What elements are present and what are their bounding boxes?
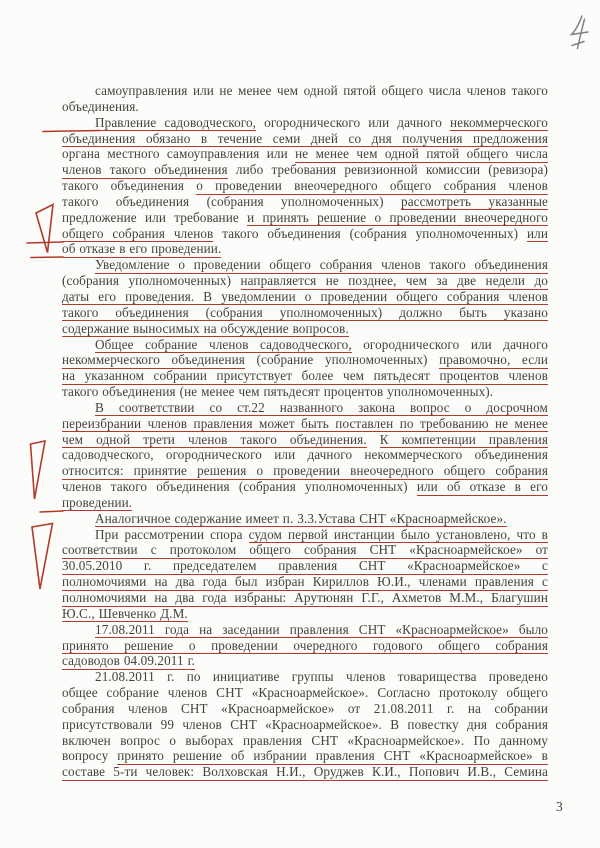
red-underlined-text: Ю.С., Шевченко Д.М. [62, 605, 188, 621]
text-line [62, 495, 548, 511]
text-segment: самоуправления или не менее чем одной пятой общего числа членов такого [95, 83, 548, 98]
text-line [62, 352, 548, 368]
text-line [62, 463, 548, 479]
red-underlined-text: Аналогичное содержание имеет п. 3.3.Устава СНТ «Красноармейское». [95, 510, 507, 526]
text-line [62, 479, 548, 495]
red-underlined-text: объединения обязано в течение семи дней со дня получения предложения [62, 130, 548, 146]
text-segment: огороднического или дачного [256, 114, 451, 130]
text-line [62, 99, 548, 115]
red-underlined-text: К компетенции правления [379, 431, 549, 447]
red-underlined-text: Уведомление о проведении общего собрания членов такого объединения [95, 257, 548, 273]
text-line [62, 115, 548, 131]
text-line [62, 701, 548, 717]
text-line [62, 178, 548, 194]
red-underlined-text: или об отказе в его [416, 479, 548, 495]
red-underlined-text: переизбрании членов правления может быть поставлен по требованию не менее [62, 415, 548, 431]
red-underlined-text: относится: принятие решения о проведении внеочередного общего собрания [62, 463, 548, 479]
text-line [62, 289, 548, 305]
page-number: 3 [556, 799, 563, 814]
red-underlined-text: рассмотреть указанные [401, 193, 548, 209]
red-underlined-text: не менее чем одной пятой общего числа [295, 146, 548, 162]
text-line [62, 622, 548, 638]
text-line [62, 305, 548, 321]
text-line [62, 542, 548, 558]
text-segment: предложение или требование [62, 209, 248, 225]
text-line [62, 685, 548, 701]
text-segment: собрания членов СНТ «Красноармейское» от 21.08.2011 г. на собрании [62, 700, 548, 716]
text-line [62, 194, 548, 210]
text-line [62, 527, 548, 543]
text-segment: органа местного самоуправления или [62, 146, 296, 162]
text-segment: такого объединения (собрания уполномоченных) [62, 193, 401, 209]
text-line [62, 638, 548, 654]
text-segment: либо требования ревизионной комиссии (ревизора) [227, 162, 548, 178]
text-segment: (собрания уполномоченных) [62, 273, 241, 289]
text-segment: включен вопрос о выборах правления СНТ «Красноармейское». По данному [62, 732, 548, 748]
text-segment: такого объединения [62, 178, 197, 194]
red-underlined-text: общего собрания членов [62, 225, 214, 241]
text-line [62, 368, 548, 384]
red-underlined-text: соответствии с протоколом общего собрания СНТ «Красноармейское» от [62, 542, 548, 558]
red-underlined-text: садоводов 04.09.2011 г. [62, 653, 196, 669]
text-segment: членов такого объединения (собрания уполномоченных) [62, 479, 417, 495]
text-line [62, 131, 548, 147]
text-line [62, 764, 548, 780]
text-line [62, 400, 548, 416]
red-underlined-text: даты его проведения. В уведомлении о проведении общего собрания членов [62, 288, 548, 304]
text-segment: такого объединения (собрания уполномоченных) [213, 225, 527, 241]
red-underlined-text: В соответствии со ст.22 названного закона вопрос о досрочном [95, 399, 548, 415]
text-line [62, 606, 548, 622]
text-line [62, 432, 548, 448]
red-underlined-text: некоммерческого [450, 114, 548, 130]
text-line [62, 226, 548, 242]
text-segment: 21.08.2011 г. по инициативе группы членов товарищества проведено [95, 669, 548, 685]
red-underlined-text: 30.05.2010 г. председателем правления СНТ «Красноармейское» с [62, 558, 548, 574]
red-underlined-text: принято решение об избрании правления СНТ «Красноармейское» в [117, 748, 548, 764]
text-line [62, 83, 548, 99]
text-line [62, 384, 548, 400]
red-underlined-text: некоммерческого объединения [62, 352, 245, 368]
text-line [62, 162, 548, 178]
text-line [62, 733, 548, 749]
text-line [62, 241, 548, 257]
text-line [62, 273, 548, 289]
red-underlined-text: составе 5-ти человек: Волховская Н.И., Оруджев К.И., Попович И.В., Семина [62, 764, 548, 780]
text-line [62, 717, 548, 733]
text-line [62, 748, 548, 764]
text-segment: такого объединения (не менее чем пятьдесят процентов уполномоченных). [62, 384, 494, 400]
red-underlined-text: о проведении внеочередного общего собрания членов [196, 178, 549, 194]
text-line [62, 146, 548, 162]
red-underlined-text: направляется не позднее, чем за две недели до [240, 273, 548, 289]
red-underlined-text: и принять решение о проведении внеочередного [247, 209, 548, 225]
text-segment [367, 432, 380, 447]
text-segment: садоводческого, огороднического или дачного некоммерческого объединения [62, 447, 548, 463]
text-line [62, 669, 548, 685]
text-line [62, 590, 548, 606]
red-underlined-text: такого объединения (собрания уполномоченных) должно быть указано [62, 304, 548, 320]
red-underlined-text: чем одной трети членов такого объединения. [62, 431, 367, 447]
text-line [62, 558, 548, 574]
red-underlined-text: Общее собрание членов садоводческого, [95, 336, 352, 352]
red-underlined-text: судом первой инстанции было установлено, что в [248, 526, 548, 542]
text-segment: общее собрание членов СНТ «Красноармейское». Согласно протоколу общего [62, 685, 548, 701]
text-segment: присутствовали 99 членов СНТ «Красноармейское». В повестку дня собрания [62, 716, 548, 732]
red-underlined-text: Правление садоводческого, [95, 114, 257, 130]
red-underlined-text: на указанном собрании присутствует более чем пятьдесят процентов членов [62, 368, 548, 384]
red-underlined-text: об отказе в его проведении. [62, 241, 222, 257]
text-line [62, 416, 548, 432]
text-segment: объединения. [62, 98, 139, 114]
text-segment: вопросу [62, 748, 118, 764]
red-underlined-text: содержание выносимых на обсуждение вопросов. [62, 320, 349, 336]
text-line [62, 210, 548, 226]
text-line [62, 447, 548, 463]
red-underlined-text: проведении. [62, 494, 133, 510]
red-underlined-text: правомочно, если [439, 352, 548, 368]
text-line [62, 321, 548, 337]
text-line [62, 337, 548, 353]
red-underlined-text: полномочиями на два года был избран Кириллов Ю.И., членами правления с [62, 574, 548, 590]
red-underlined-text: полномочиями на два года избраны: Арутюнян Г.Г., Ахметов М.М., Благушин [62, 590, 548, 605]
red-underlined-text: принято решение о проведении очередного годового общего собрания [62, 637, 548, 653]
text-line [62, 511, 548, 527]
text-line [62, 257, 548, 273]
text-line [62, 574, 548, 590]
text-segment: (собрание уполномоченных) [244, 352, 440, 368]
text-line [62, 653, 548, 669]
document-text [62, 83, 548, 780]
red-underlined-text: 17.08.2011 года на заседании правления СНТ «Красноармейское» было [95, 621, 548, 637]
text-segment: огороднического или дачного [351, 336, 549, 352]
red-underlined-text: или [527, 225, 548, 241]
red-underlined-text: членов такого объединения [62, 162, 228, 178]
text-segment: При рассмотрении спора [95, 526, 249, 542]
